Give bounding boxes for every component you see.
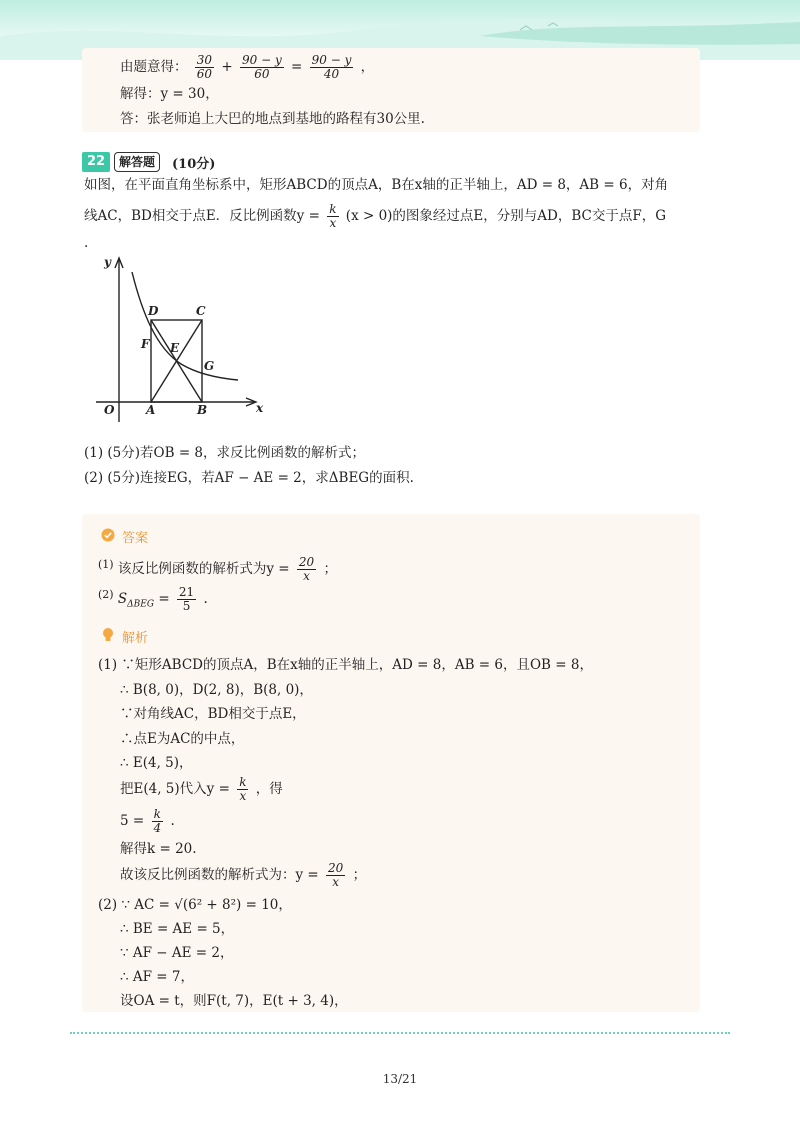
- answer-title: 答案: [122, 531, 149, 546]
- label-x: x: [256, 401, 264, 415]
- analysis-line-2: ∴ B(8, 0)，D(2, 8)，B(8, 0)，: [120, 682, 313, 698]
- question-line-2: 线AC，BD相交于点E．反比例函数y = $\frac{k}{x}$ (x > 0)的图象经过点E，分别与AD，BC交于点F，G: [84, 202, 667, 230]
- question-number-badge: 22: [82, 152, 110, 172]
- analysis-line-13: ∴ AF = 7，: [120, 969, 194, 985]
- label-c: C: [196, 304, 206, 318]
- analysis-line-9: 故该反比例函数的解析式为：y = $\frac{20}{x}$ ；: [120, 861, 367, 889]
- answer-2: $^{(2)}$ $S_{\Delta BEG}$ = $\frac{21}{5}$ .: [98, 585, 208, 613]
- answer-check-icon: [101, 528, 115, 542]
- prev-solve: 解得：y = 30，: [120, 86, 219, 102]
- analysis-title: 解析: [122, 631, 149, 646]
- analysis-line-8: 解得k = 20.: [120, 841, 197, 857]
- prev-equation: 由题意得： $\frac{30}{60}$ + $\frac{90 - y}{60}$ = $\frac{90 - y}{40}$ ，: [120, 53, 375, 81]
- answer-1: $^{(1)}$ 该反比例函数的解析式为y = $\frac{20}{x}$ ；: [98, 555, 337, 583]
- page-number: 13/21: [382, 1072, 418, 1086]
- question-score: (10分): [172, 157, 216, 172]
- analysis-line-14: 设OA = t，则F(t, 7)，E(t + 3, 4)，: [120, 993, 348, 1009]
- analysis-line-12: ∵ AF − AE = 2，: [120, 945, 234, 961]
- label-y: y: [104, 255, 111, 269]
- question-line-3: .: [84, 235, 89, 251]
- analysis-line-11: ∴ BE = AE = 5，: [120, 921, 235, 937]
- label-b: B: [197, 403, 208, 417]
- analysis-line-10: (2) ∵ AC = √(6² + 8²) = 10，: [98, 897, 292, 913]
- footer-dotted-divider: [70, 1032, 730, 1034]
- lightbulb-icon: [101, 627, 115, 643]
- analysis-line-3: ∵对角线AC，BD相交于点E，: [120, 706, 306, 722]
- question-type-label: 解答题: [114, 152, 160, 172]
- prev-answer: 答：张老师追上大巴的地点到基地的路程有30公里.: [120, 111, 425, 127]
- sub-question-1: (1) (5分)若OB = 8，求反比例函数的解析式；: [84, 445, 366, 461]
- hyperbola-curve: [132, 272, 238, 380]
- analysis-line-4: ∴点E为AC的中点，: [120, 731, 245, 747]
- analysis-line-1: (1) ∵矩形ABCD的顶点A，B在x轴的正半轴上，AD = 8，AB = 6，且OB = 8，: [98, 657, 593, 673]
- coordinate-figure: [86, 252, 276, 432]
- label-g: G: [204, 359, 215, 373]
- label-o: O: [104, 403, 115, 417]
- label-a: A: [146, 403, 156, 417]
- sub-question-2: (2) (5分)连接EG，若AF − AE = 2，求ΔBEG的面积.: [84, 470, 414, 486]
- label-f: F: [141, 337, 150, 351]
- question-line-1: 如图，在平面直角坐标系中，矩形ABCD的顶点A，B在x轴的正半轴上，AD = 8，AB = 6，对角: [84, 177, 669, 193]
- label-d: D: [148, 304, 159, 318]
- label-e: E: [170, 341, 180, 355]
- analysis-line-7: 5 = $\frac{k}{4}$ .: [120, 807, 175, 835]
- analysis-line-5: ∴ E(4, 5)，: [120, 755, 193, 771]
- analysis-line-6: 把E(4, 5)代入y = $\frac{k}{x}$ ，得: [120, 775, 283, 803]
